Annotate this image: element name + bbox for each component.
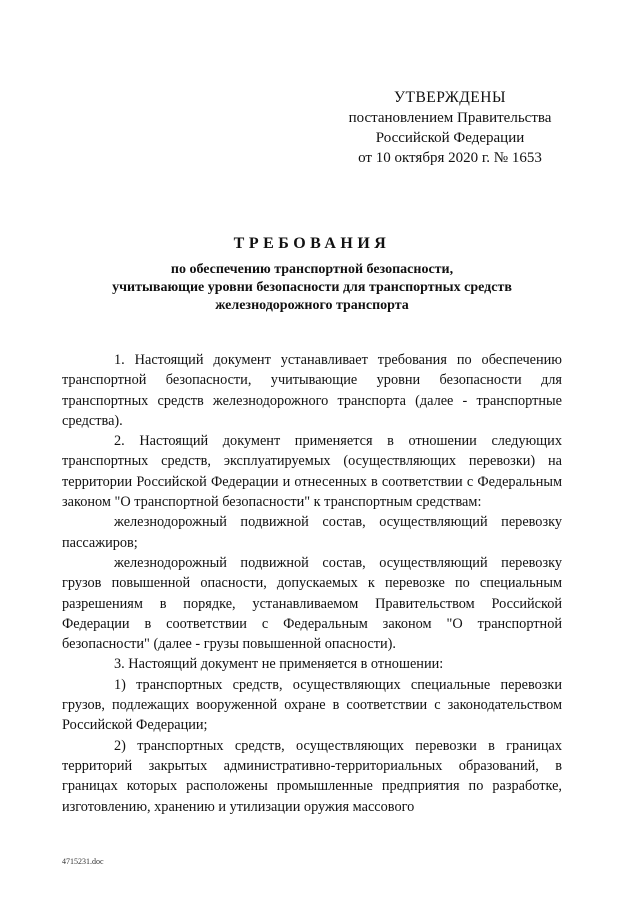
approval-line-3: от 10 октября 2020 г. № 1653: [358, 150, 542, 166]
approval-heading: УТВЕРЖДЕНЫ: [394, 89, 506, 106]
approval-line-2: Российской Федерации: [375, 130, 525, 146]
title-sub-1: по обеспечению транспортной безопасности,: [170, 262, 454, 277]
paragraph-7: 2) транспортных средств, осуществляющих перевозки в границах территорий закрытых административно-территориальных образований, в границах которых расположены промышленные предприятия по разработке, изготовлению, хранению и утилизации оружия массового: [62, 737, 562, 815]
document-body: [62, 350, 562, 817]
document-title: [62, 233, 562, 315]
approval-stamp: [340, 88, 560, 168]
paragraph-1: 1. Настоящий документ устанавливает требования по обеспечению транспортной безопасности, учитывающие уровни безопасности для транспортных средств железнодорожного транспорта (далее - транспортные средства).: [62, 352, 562, 429]
approval-line-1: постановлением Правительства: [348, 110, 552, 126]
paragraph-4: железнодорожный подвижной состав, осуществляющий перевозку грузов повышенной опасности, допускаемых к перевозке по специальным разрешениям в порядке, устанавливаемом Правительством Российской Федерации в соответствии с Федеральным законом "О транспортной безопасности" (далее - грузы повышенной опасности).: [62, 554, 562, 653]
footer-filename: 4715231.doc: [62, 857, 104, 866]
title-main: ТРЕБОВАНИЯ: [233, 235, 391, 252]
title-sub-3: железнодорожного транспорта: [215, 298, 409, 313]
title-sub-2: учитывающие уровни безопасности для транспортных средств: [112, 280, 512, 295]
paragraph-2: 2. Настоящий документ применяется в отношении следующих транспортных средств, эксплуатируемых (осуществляющих перевозки) на территории Российской Федерации и отнесенных в соответствии с Федеральным законом "О транспортной безопасности" к транспортным средствам:: [62, 433, 562, 511]
paragraph-3: железнодорожный подвижной состав, осуществляющий перевозку пассажиров;: [62, 514, 562, 551]
paragraph-6: 1) транспортных средств, осуществляющих специальные перевозки грузов, подлежащих вооруженной охране в соответствии с законодательством Российской Федерации;: [62, 676, 562, 734]
paragraph-5: 3. Настоящий документ не применяется в отношении:: [114, 656, 444, 673]
